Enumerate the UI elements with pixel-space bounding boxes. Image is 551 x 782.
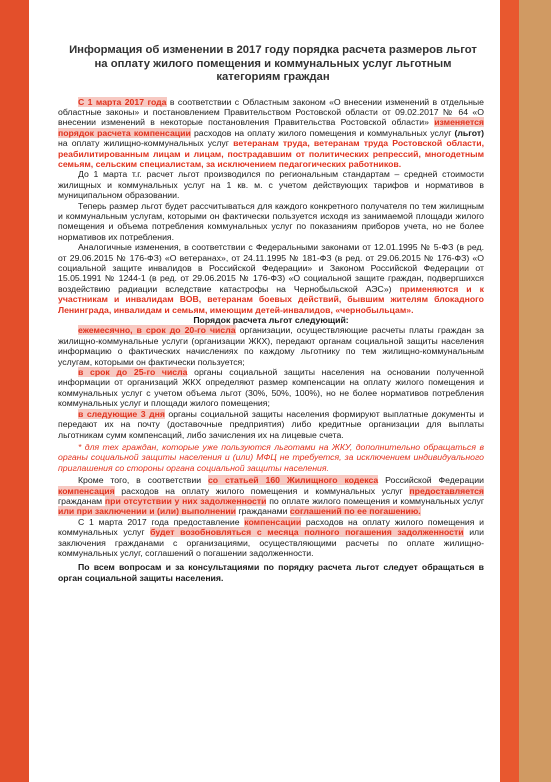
note-existing-beneficiaries: * для тех граждан, которые уже пользуются льготами на ЖКУ, дополнительно обращаться в органы социальной защиты населения и (или) МФЦ не требуется, за исключением индивидуального приглашения со стороны органа социальной защиты населения. <box>58 441 484 473</box>
document-title: Информация об изменении в 2017 году порядка расчета размеров льгот на оплату жилого помещения и коммунальных услуг льготным категориям граждан <box>69 44 477 83</box>
step-2: в срок до 25-го числа органы социальной защиты населения на основании полученной информации от организаций ЖКХ определяют размер компенсации на оплату жилого помещения и коммунальных услуг с учетом объема льгот (30%, 50%, 100%), но не более нормативов потребления коммунальных услуг и площади жилого помещения; <box>58 367 484 409</box>
left-border-stripe <box>0 0 29 782</box>
document-content <box>58 44 484 592</box>
change-highlight: изменяется порядок расчета компенсации <box>58 117 484 138</box>
beneficiary-categories: ветеранам труда, ветеранам труда Ростовской области, реабилитированным лицам и лицам, пострадавшим от политических репрессий, многодетным семьям, сельским специалистам, за исключением педагогических работников. <box>58 138 484 169</box>
federal-categories: применяются и к участникам и инвалидам ВОВ, ветеранам боевых действий, бывшим жителям блокадного Ленинграда, инвалидам и семьям, имеющим детей-инвалидов, «чернобыльцам». <box>58 283 484 315</box>
step-3: в следующие 3 дня органы социальной защиты населения формируют выплатные документы и передают их на почту (доставочные предприятия) либо кредитные организации для выплаты льготникам сумм компенсаций, либо зачисления их на лицевые счета. <box>58 408 484 440</box>
paragraph-new-rules: Теперь размер льгот будет рассчитываться для каждого конкретного получателя по тем жилищным и коммунальным услугам, которыми он фактически пользуется исходя из занимаемой площади жилого помещения и объема потребления коммунальных услуг по показаниям приборов учета, но не более нормативов их потребления. <box>58 200 484 242</box>
paragraph-resumption: С 1 марта 2017 года предоставление компенсации расходов на оплату жилого помещения и коммунальных услуг будет возобновляться с месяца полного погашения задолженности или заключения гражданами с организациями, осуществляющими расчеты по оплате жилищно-коммунальных услуг, соглашений о погашении задолженности. <box>58 516 484 558</box>
right-border-stripe-tan <box>519 0 551 782</box>
contact-note: По всем вопросам и за консультациями по порядку расчета льгот следует обращаться в орган социальной защиты населения. <box>58 562 484 583</box>
paragraph-housing-code: Кроме того, в соответствии со статьей 160 Жилищного кодекса Российской Федерации компенсация расходов на оплату жилого помещения и коммунальных услуг предоставляется гражданам при отсутствии у них задолженности по оплате жилого помещения и коммунальных услуг или при заключении и (или) выполнении гражданами соглашений по ее погашению. <box>58 475 484 517</box>
date-highlight: С 1 марта 2017 года <box>78 96 167 107</box>
step-1: ежемесячно, в срок до 20-го числа организации, осуществляющие расчеты платы граждан за жилищно-коммунальные услуги (организации ЖКХ), передают органам социальной защиты населения информацию о фактических начислениях по каждому льготнику по тем жилищно-коммунальным услугам, которыми он фактически пользуется; <box>58 325 484 367</box>
paragraph-previous-rules: До 1 марта т.г. расчет льгот производился по региональным стандартам – средней стоимости жилищных и коммунальных услуг на 1 кв. м. с учетом действующих тарифов и нормативов в муниципальном образовании. <box>58 169 484 201</box>
order-heading: Порядок расчета льгот следующий: <box>193 315 349 326</box>
right-border-stripe-red <box>500 0 519 782</box>
paragraph-intro: С 1 марта 2017 года в соответствии с Областным законом «О внесении изменений в отдельные областные законы» и постановлением Правительством Ростовской области от 09.02.2017 № 64 «О внесении изменений в некоторые постановления Правительства Ростовской области» изменяется порядок расчета компенсации расходов на оплату жилого помещения и коммунальных услуг (льгот) на оплату жилищно-коммунальных услуг ветеранам труда, ветеранам труда Ростовской области, реабилитированным лицам и лицам, пострадавшим от политических репрессий, многодетным семьям, сельским специалистам, за исключением педагогических работников. <box>58 96 484 169</box>
paragraph-federal-laws: Аналогичные изменения, в соответствии с Федеральными законами от 12.01.1995 № 5-ФЗ (в ред. от 29.06.2015 № 176-ФЗ) «О ветеранах», от 24.11.1995 № 181-ФЗ (в ред. от 29.06.2015 № 176-ФЗ) «О социальной защите инвалидов в Российской Федерации» и Законом Российской Федерации от 15.05.1991 № 1244-1 (в ред. от 29.06.2015 № 176-ФЗ) «О социальной защите граждан, подвергшихся воздействию радиации вследствие катастрофы на Чернобыльской АЭС») применяются и к участникам и инвалидам ВОВ, ветеранам боевых действий, бывшим жителям блокадного Ленинграда, инвалидам и семьям, имеющим детей-инвалидов, «чернобыльцам». <box>58 242 484 315</box>
